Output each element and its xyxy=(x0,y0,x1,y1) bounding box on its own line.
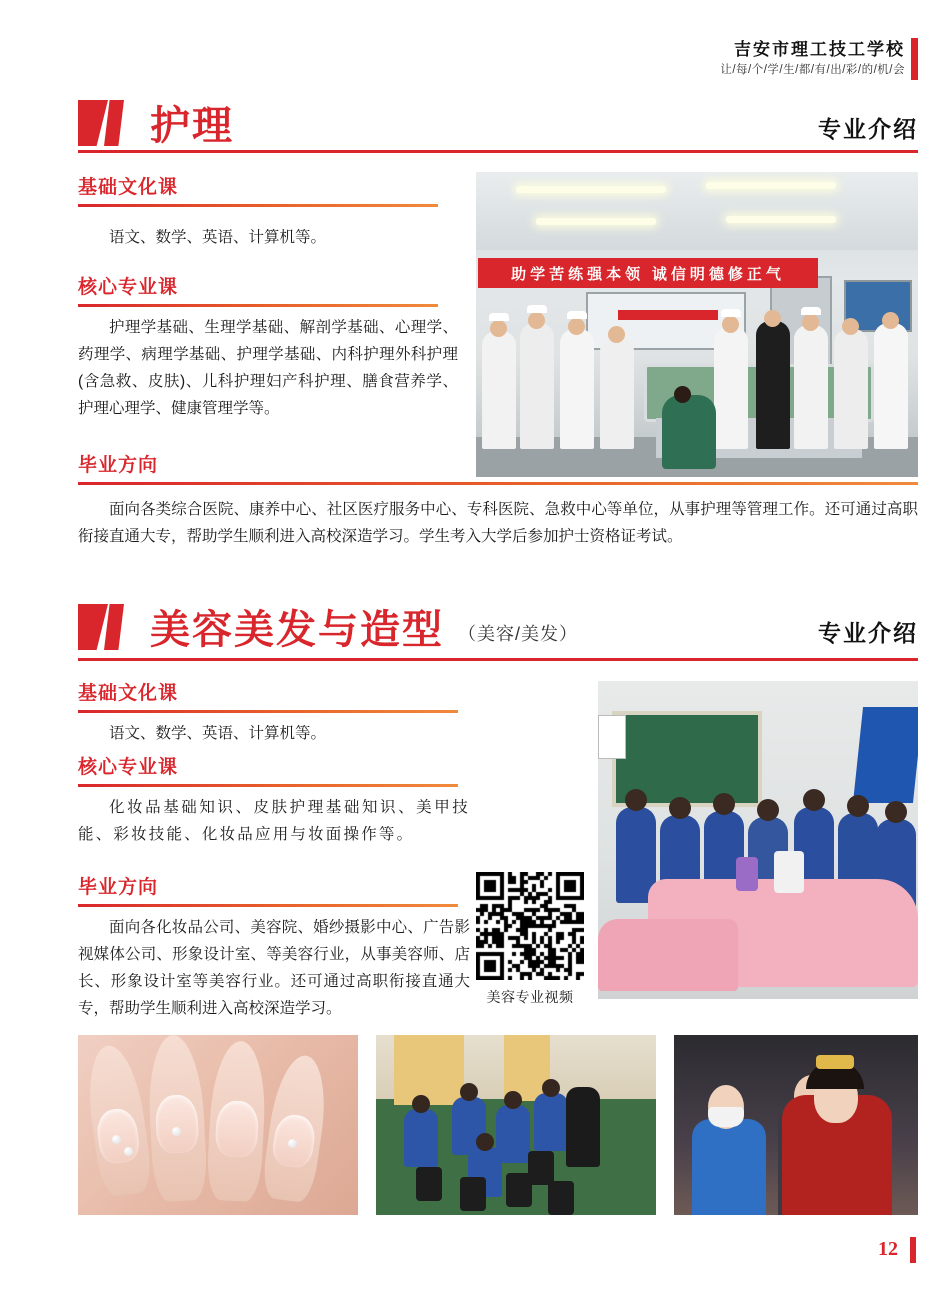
qr-code-caption: 美容专业视频 xyxy=(486,989,574,1005)
photo-banner-text: 助学苦练强本领 诚信明德修正气 xyxy=(478,258,818,288)
heading-rule-6 xyxy=(78,904,458,907)
flag-icon xyxy=(78,100,136,146)
school-brand xyxy=(720,40,905,77)
section-title-beauty: 美容美发与造型 xyxy=(150,607,444,652)
section-title-nursing: 护理 xyxy=(150,103,234,148)
heading-basic-courses-nursing: 基础文化课 xyxy=(78,177,179,198)
section-label-nursing: 专业介绍 xyxy=(818,117,918,142)
text-core-courses-beauty: 化妆品基础知识、皮肤护理基础知识、美甲技能、彩妆技能、化妆品应用与妆面操作等。 xyxy=(78,799,470,844)
text-career-beauty: 面向各化妆品公司、美容院、婚纱摄影中心、广告影视媒体公司、形象设计室、等美容行业，从事美容师、店长、形象设计室等美容行业。还可通过高职衔接直通大专，帮助学生顺利进入高校深造学习。 xyxy=(78,919,470,1018)
qr-code-image[interactable] xyxy=(476,872,584,980)
photo-workshop-training xyxy=(376,1035,656,1215)
page-number: 12 xyxy=(878,1238,898,1260)
heading-rule-3 xyxy=(78,482,918,485)
heading-career-beauty: 毕业方向 xyxy=(78,877,159,898)
section-label-beauty: 专业介绍 xyxy=(818,621,918,646)
flag-icon-2 xyxy=(78,604,136,650)
text-basic-courses-beauty: 语文、数学、英语、计算机等。 xyxy=(109,725,327,742)
heading-core-courses-nursing: 核心专业课 xyxy=(78,277,179,298)
section-subtitle-beauty: （美容/美发） xyxy=(458,624,579,644)
photo-nursing-classroom xyxy=(476,172,918,477)
heading-career-nursing: 毕业方向 xyxy=(78,455,159,476)
photo-beauty-classroom xyxy=(598,681,918,999)
heading-rule-5 xyxy=(78,784,458,787)
section-header-beauty xyxy=(78,604,918,650)
text-career-nursing: 面向各类综合医院、康养中心、社区医疗服务中心、专科医院、急救中心等单位，从事护理等管理工作。还可通过高职衔接直通大专，帮助学生顺利进入高校深造学习。学生考入大学后参加护士资格证考试。 xyxy=(78,501,918,546)
text-basic-courses-nursing: 语文、数学、英语、计算机等。 xyxy=(109,229,327,246)
heading-rule-4 xyxy=(78,710,458,713)
photo-nail-art xyxy=(78,1035,358,1215)
qr-code-block[interactable] xyxy=(476,872,584,1007)
heading-basic-courses-beauty: 基础文化课 xyxy=(78,683,179,704)
text-core-courses-nursing: 护理学基础、生理学基础、解剖学基础、心理学、药理学、病理学基础、护理学基础、内科护理外科护理(含急救、皮肤)、儿科护理妇产科护理、膳食营养学、护理心理学、健康管理学等。 xyxy=(78,319,458,418)
school-name: 吉安市理工技工学校 xyxy=(734,40,905,59)
brand-accent-bar xyxy=(911,38,918,80)
section-rule-beauty xyxy=(78,658,918,661)
school-slogan: 让/每/个/学/生/都/有/出/彩/的/机/会 xyxy=(720,63,905,76)
section-header-nursing xyxy=(78,100,918,146)
section-rule-nursing xyxy=(78,150,918,153)
heading-rule-2 xyxy=(78,304,438,307)
photo-makeup-styling xyxy=(674,1035,918,1215)
heading-rule-1 xyxy=(78,204,438,207)
heading-core-courses-beauty: 核心专业课 xyxy=(78,757,179,778)
page-number-bar xyxy=(910,1237,916,1263)
